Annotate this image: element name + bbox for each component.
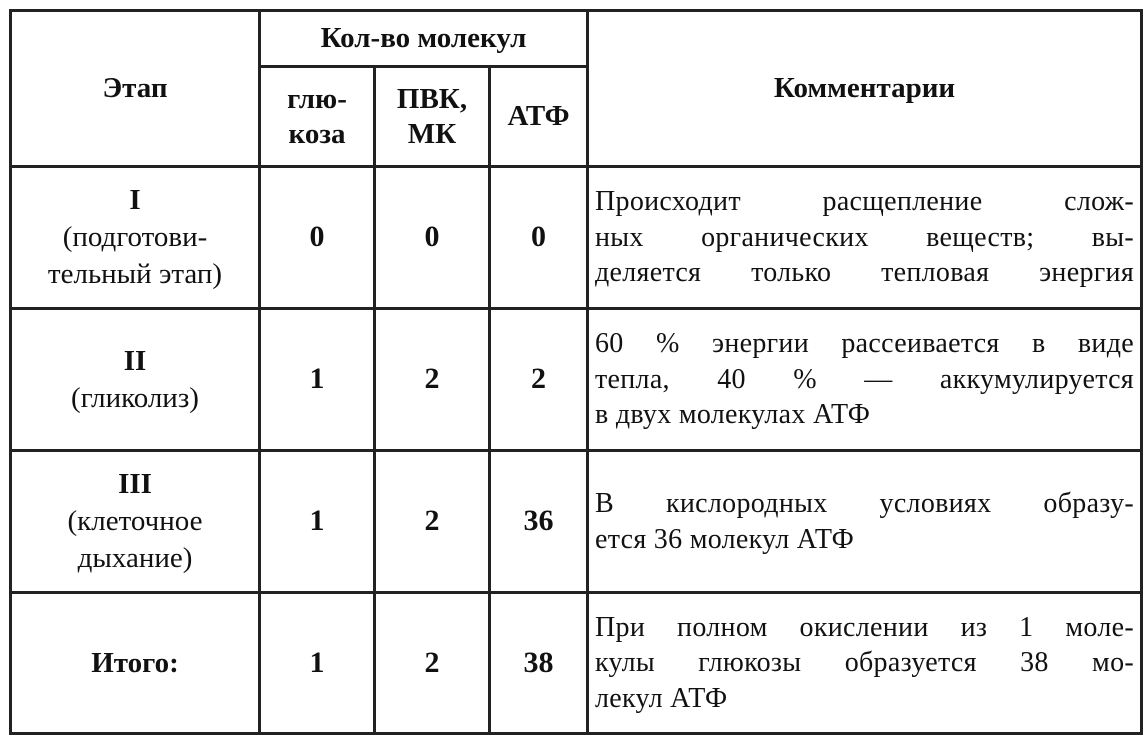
comment-line: кулы глюкозы образуется 38 мо- xyxy=(595,647,1134,679)
comment-cell xyxy=(588,451,1142,593)
comment-line: ется 36 молекул АТФ xyxy=(595,523,855,555)
header-pvk-line1: ПВК, xyxy=(396,82,468,115)
comment-line: в двух молекулах АТФ xyxy=(595,399,871,431)
header-pvk xyxy=(375,67,490,167)
glucose-value: 1 xyxy=(260,309,375,451)
header-glucose xyxy=(260,67,375,167)
total-comment-cell xyxy=(588,593,1142,734)
comment-line: 60 % энергии рассеивается в виде xyxy=(595,328,1134,360)
total-atp-value: 38 xyxy=(490,593,588,734)
table-row xyxy=(11,451,1142,593)
comment-line: В кислородных условиях образу- xyxy=(595,487,1134,519)
comment-line: При полном окислении из 1 моле- xyxy=(595,611,1134,643)
comment-line: Происходит расщепление слож- xyxy=(595,186,1134,218)
glucose-value: 0 xyxy=(260,167,375,309)
total-pvk-value: 2 xyxy=(375,593,490,734)
comment-cell xyxy=(588,167,1142,309)
stage-cell xyxy=(11,309,260,451)
stage-cell xyxy=(11,167,260,309)
header-stage: Этап xyxy=(11,11,260,167)
pvk-value: 2 xyxy=(375,451,490,593)
pvk-value: 2 xyxy=(375,309,490,451)
atp-value: 2 xyxy=(490,309,588,451)
comment-line: ных органических веществ; вы- xyxy=(595,221,1134,253)
header-comments: Комментарии xyxy=(588,11,1142,167)
total-glucose-value: 1 xyxy=(260,593,375,734)
stage-line: тельный этап) xyxy=(47,257,223,290)
header-atp: АТФ xyxy=(490,67,588,167)
stage-cell xyxy=(11,451,260,593)
atp-value: 36 xyxy=(490,451,588,593)
stage-roman: I xyxy=(129,184,141,217)
stage-roman: III xyxy=(118,468,152,501)
header-glucose-line1: глю- xyxy=(287,82,347,115)
table-row xyxy=(11,309,1142,451)
stage-line: (подготови- xyxy=(62,221,208,254)
header-molecules-group: Кол-во молекул xyxy=(260,11,588,67)
glucose-value: 1 xyxy=(260,451,375,593)
comment-cell xyxy=(588,309,1142,451)
comment-line: тепла, 40 % — аккумулируется xyxy=(595,363,1134,395)
stage-line: (клеточное xyxy=(67,505,203,538)
total-label: Итого: xyxy=(11,593,260,734)
table-row xyxy=(11,167,1142,309)
header-pvk-line2: МК xyxy=(407,117,457,150)
header-row-top xyxy=(11,11,1142,67)
header-glucose-line2: коза xyxy=(288,117,346,150)
stage-roman: II xyxy=(123,344,147,377)
comment-line: деляется только тепловая энергия xyxy=(595,257,1134,289)
atp-value: 0 xyxy=(490,167,588,309)
total-row xyxy=(11,593,1142,734)
energy-metabolism-table xyxy=(9,9,1143,735)
stage-line: дыхание) xyxy=(77,541,193,574)
pvk-value: 0 xyxy=(375,167,490,309)
comment-line: лекул АТФ xyxy=(595,682,728,714)
stage-line: (гликолиз) xyxy=(71,381,199,414)
